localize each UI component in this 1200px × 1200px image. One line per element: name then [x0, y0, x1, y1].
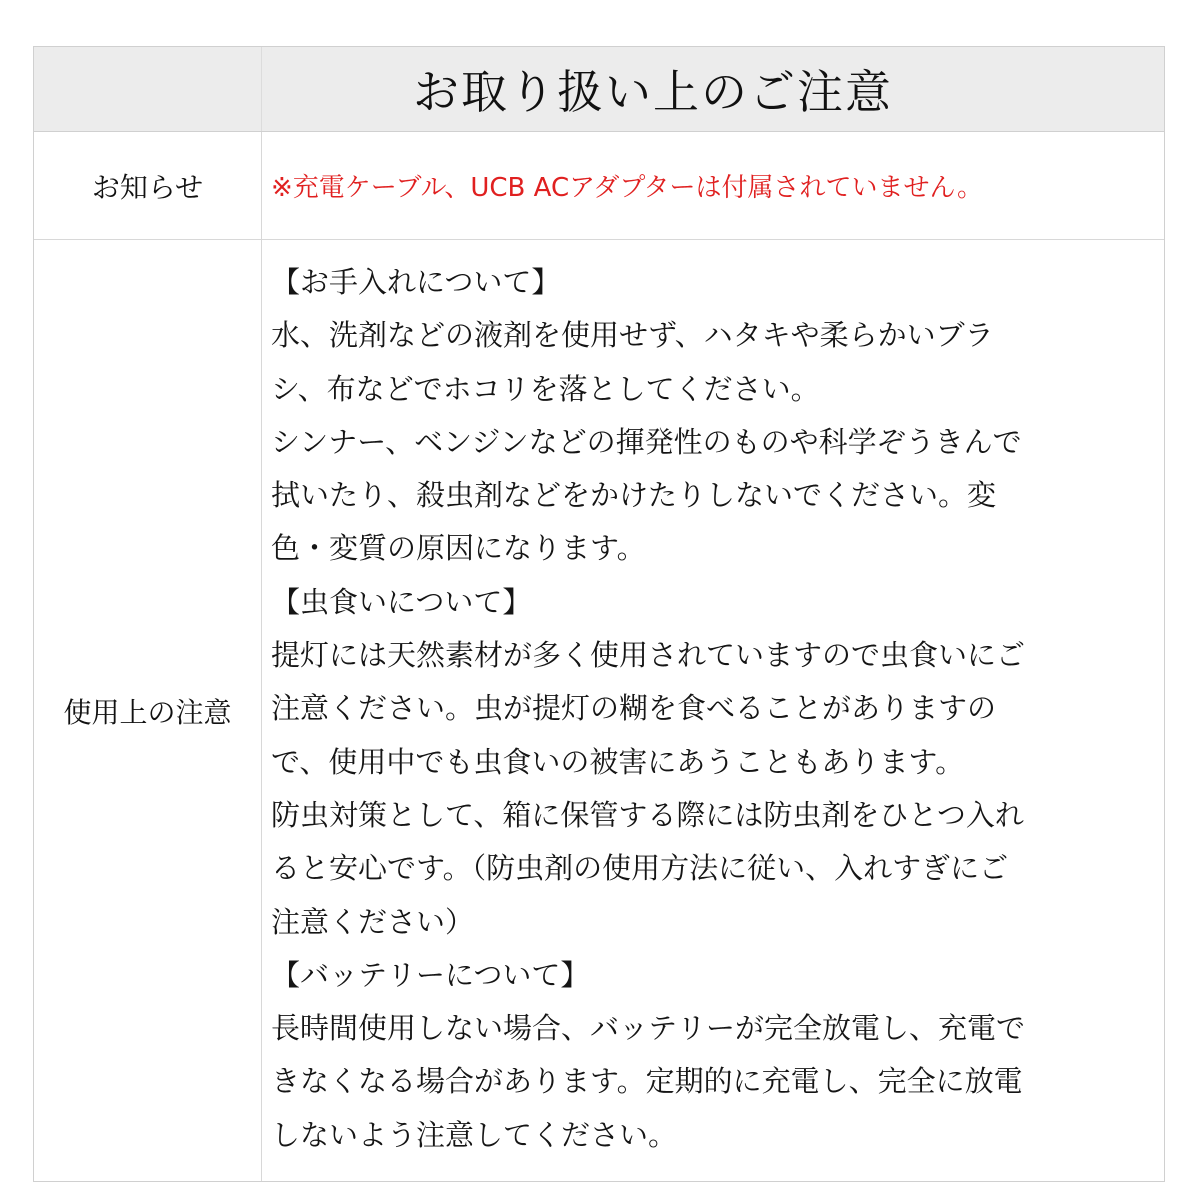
table-row-notice	[34, 132, 1164, 240]
text-line: 注意ください）	[271, 904, 475, 939]
text-line: 水、洗剤などの液剤を使用せず、ハタキや柔らかいブラ	[271, 318, 994, 353]
usage-content-cell	[262, 240, 1164, 1181]
text-line: きなくなる場合があります。定期的に充電し、完全に放電	[271, 1064, 1023, 1099]
notice-label: お知らせ	[34, 132, 262, 239]
text-line: しないよう注意してください。	[271, 1117, 678, 1152]
text-line: 防虫対策として、箱に保管する際には防虫剤をひとつ入れ	[271, 797, 1024, 832]
text-line: 色・変質の原因になります。	[271, 531, 646, 566]
battery-heading: 【バッテリーについて】	[271, 957, 590, 992]
text-line: シ、布などでホコリを落としてください。	[271, 371, 820, 406]
text-line: ると安心です。（防虫剤の使用方法に従い、入れすぎにご	[271, 851, 1009, 886]
notice-content-cell	[262, 132, 1164, 239]
text-line: 注意ください。虫が提灯の糊を食べることがありますの	[271, 691, 997, 726]
text-line: 提灯には天然素材が多く使用されていますので虫食いにご	[271, 638, 1026, 673]
table-header	[34, 47, 1164, 132]
table-row-usage	[34, 240, 1164, 1181]
notice-table	[33, 46, 1165, 1182]
text-line: 拭いたり、殺虫剤などをかけたりしないでください。変	[271, 478, 997, 513]
notice-text: ※充電ケーブル、UCB ACアダプターは付属されていません。	[271, 173, 984, 203]
usage-label: 使用上の注意	[34, 240, 262, 1181]
usage-text	[271, 256, 1151, 1162]
text-line: で、使用中でも虫食いの被害にあうこともあります。	[271, 744, 965, 779]
text-line: シンナー、ベンジンなどの揮発性のものや科学ぞうきんで	[271, 424, 1022, 459]
insect-heading: 【虫食いについて】	[271, 584, 532, 619]
page-title: お取り扱い上のご注意	[413, 65, 893, 119]
text-line: 長時間使用しない場合、バッテリーが完全放電し、充電で	[271, 1011, 1026, 1046]
header-empty-cell	[34, 47, 262, 131]
care-heading: 【お手入れについて】	[271, 265, 561, 299]
